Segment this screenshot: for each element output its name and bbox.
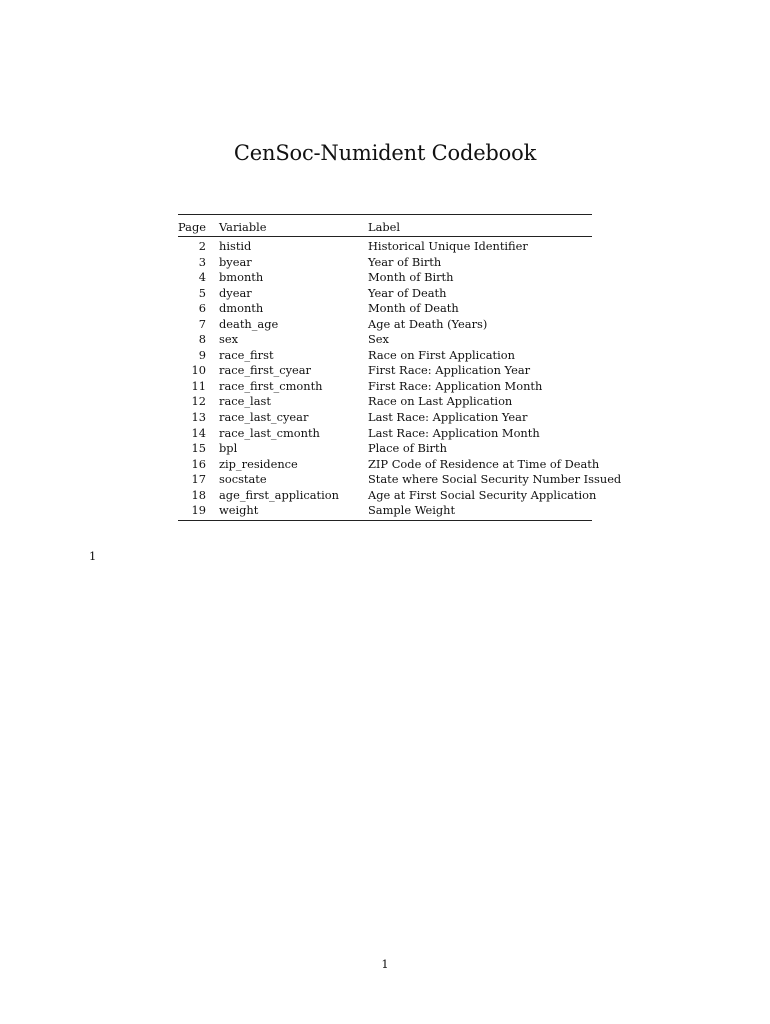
row-label: Race on First Application: [368, 347, 515, 362]
row-page-number: 16: [191, 456, 206, 471]
row-page-number: 6: [198, 301, 206, 316]
row-page-number: 13: [191, 410, 206, 425]
row-page-number: 18: [191, 487, 206, 502]
table-row: [178, 363, 592, 379]
header-label: Label: [368, 220, 401, 234]
table-row: [178, 301, 592, 317]
row-page-number: 3: [198, 254, 206, 269]
row-variable-name: zip_residence: [219, 456, 298, 471]
row-page-number: 14: [191, 425, 206, 440]
row-variable-name: race_last: [219, 394, 271, 409]
row-variable-name: bmonth: [219, 270, 264, 285]
row-label: Sex: [368, 332, 389, 347]
table-row: [178, 255, 592, 271]
codebook-table: [178, 214, 622, 521]
table-row: [178, 379, 592, 395]
table-row: [178, 317, 592, 333]
table-row: [178, 239, 592, 255]
row-label: Race on Last Application: [368, 394, 513, 409]
table-row: [178, 348, 592, 364]
row-page-number: 17: [191, 472, 206, 487]
row-label: State where Social Security Number Issued: [368, 472, 622, 487]
table-row: [178, 472, 622, 488]
row-variable-name: dmonth: [219, 301, 264, 316]
row-label: Month of Birth: [368, 270, 454, 285]
row-variable-name: bpl: [219, 441, 238, 456]
row-label: Last Race: Application Month: [368, 425, 540, 440]
table-row: [178, 394, 592, 410]
row-page-number: 12: [191, 394, 206, 409]
table-row: [178, 426, 592, 442]
table-row: [178, 503, 592, 519]
row-label: Age at Death (Years): [368, 316, 488, 331]
row-variable-name: race_first_cmonth: [219, 378, 323, 393]
table-row: [178, 286, 592, 302]
row-page-number: 8: [198, 332, 206, 347]
footer-page-number: 1: [381, 957, 389, 971]
table-bottom-rule: [178, 520, 592, 521]
header-page: Page: [178, 220, 206, 234]
row-variable-name: age_first_application: [219, 487, 339, 502]
row-page-number: 15: [191, 441, 206, 456]
row-variable-name: socstate: [219, 472, 267, 487]
table-row: [178, 456, 600, 473]
row-variable-name: dyear: [219, 285, 252, 300]
row-variable-name: sex: [219, 332, 239, 347]
row-variable-name: race_last_cmonth: [219, 425, 320, 440]
row-label: Place of Birth: [368, 441, 447, 456]
table-row: [178, 410, 592, 426]
table-row: [178, 441, 592, 457]
row-page-number: 11: [191, 378, 206, 393]
row-label: Last Race: Application Year: [368, 410, 528, 425]
row-page-number: 19: [191, 503, 206, 518]
row-page-number: 4: [198, 270, 206, 285]
row-page-number: 9: [198, 347, 206, 362]
row-page-number: 10: [191, 363, 206, 378]
table-row: [178, 332, 592, 348]
row-label: Year of Death: [368, 285, 447, 300]
row-variable-name: race_first: [219, 347, 274, 362]
row-label: First Race: Application Year: [368, 363, 531, 378]
row-label: Month of Death: [368, 301, 459, 316]
row-variable-name: race_first_cyear: [219, 363, 312, 378]
row-page-number: 5: [198, 285, 206, 300]
row-label: Historical Unique Identifier: [368, 239, 528, 253]
table-row: [178, 270, 592, 286]
row-variable-name: death_age: [219, 316, 279, 331]
row-variable-name: byear: [219, 254, 252, 269]
row-variable-name: histid: [219, 239, 252, 253]
row-label: ZIP Code of Residence at Time of Death: [368, 456, 600, 471]
header-variable: Variable: [219, 220, 267, 234]
row-label: Year of Birth: [368, 254, 442, 269]
row-variable-name: weight: [219, 503, 259, 518]
table-body: [178, 237, 622, 520]
table-row: [178, 487, 597, 504]
row-page-number: 2: [198, 239, 206, 253]
row-label: Sample Weight: [368, 503, 456, 518]
row-label: First Race: Application Month: [368, 378, 543, 393]
side-number: 1: [89, 549, 97, 563]
row-page-number: 7: [198, 316, 206, 331]
row-label: Age at First Social Security Application: [368, 487, 597, 502]
page-title: CenSoc-Numident Codebook: [233, 141, 537, 165]
table-header-row: [178, 215, 592, 236]
row-variable-name: race_last_cyear: [219, 410, 309, 425]
